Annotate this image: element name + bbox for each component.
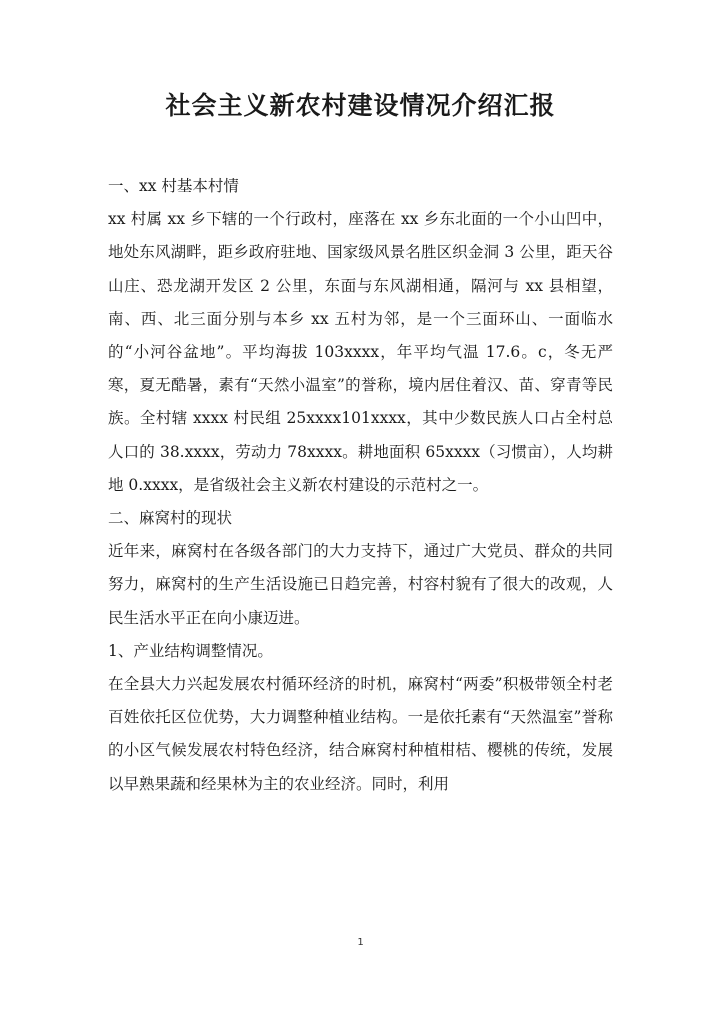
- subsection-paragraph-1: 在全县大力兴起发展农村循环经济的时机，麻窝村“两委”积极带领全村老百姓依托区位优势，大力调整种植业结构。一是依托素有“天然温室”誉称的小区气候发展农村特色经济，结合麻窝村种植柑桔、樱桃的传统，发展以早熟果蔬和经果林为主的农业经济。同时，利用: [108, 675, 613, 793]
- section-paragraph-2: 近年来，麻窝村在各级各部门的大力支持下，通过广大党员、群众的共同努力，麻窝村的生产生活设施已日趋完善，村容村貌有了很大的改观，人民生活水平正在向小康迈进。: [108, 542, 613, 627]
- subsection-heading-1: 1、产业结构调整情况。: [108, 641, 273, 660]
- document-body: [108, 170, 613, 801]
- section-heading-2: 二、麻窝村的现状: [108, 509, 233, 528]
- section-heading-1: 一、xx 村基本村情: [108, 177, 239, 195]
- page-number: 1: [357, 937, 364, 948]
- document-title: 社会主义新农村建设情况介绍汇报: [165, 91, 556, 120]
- section-paragraph-1: xx 村属 xx 乡下辖的一个行政村，座落在 xx 乡东北面的一个小山凹中，地处东风湖畔，距乡政府驻地、国家级风景名胜区织金洞 3 公里，距天谷山庄、恐龙湖开发区 2 公里，东面与东风湖相通，隔河与 xx 县相望，南、西、北三面分别与本乡 xx 五村为邻，是一个三面环山、一面临水的“小河谷盆地”。平均海拔 103xxxx，年平均气温 17.6。c，冬无严寒，夏无酷暑，素有“天然小温室”的誉称，境内居住着汉、苗、穿青等民族。全村辖 xxxx 村民组 25xxxx101xxxx，其中少数民族人口占全村总人口的 38.xxxx，劳动力 78xxxx。耕地面积 65xxxx（习惯亩），人均耕地 0.xxxx，是省级社会主义新农村建设的示范村之一。: [108, 210, 613, 494]
